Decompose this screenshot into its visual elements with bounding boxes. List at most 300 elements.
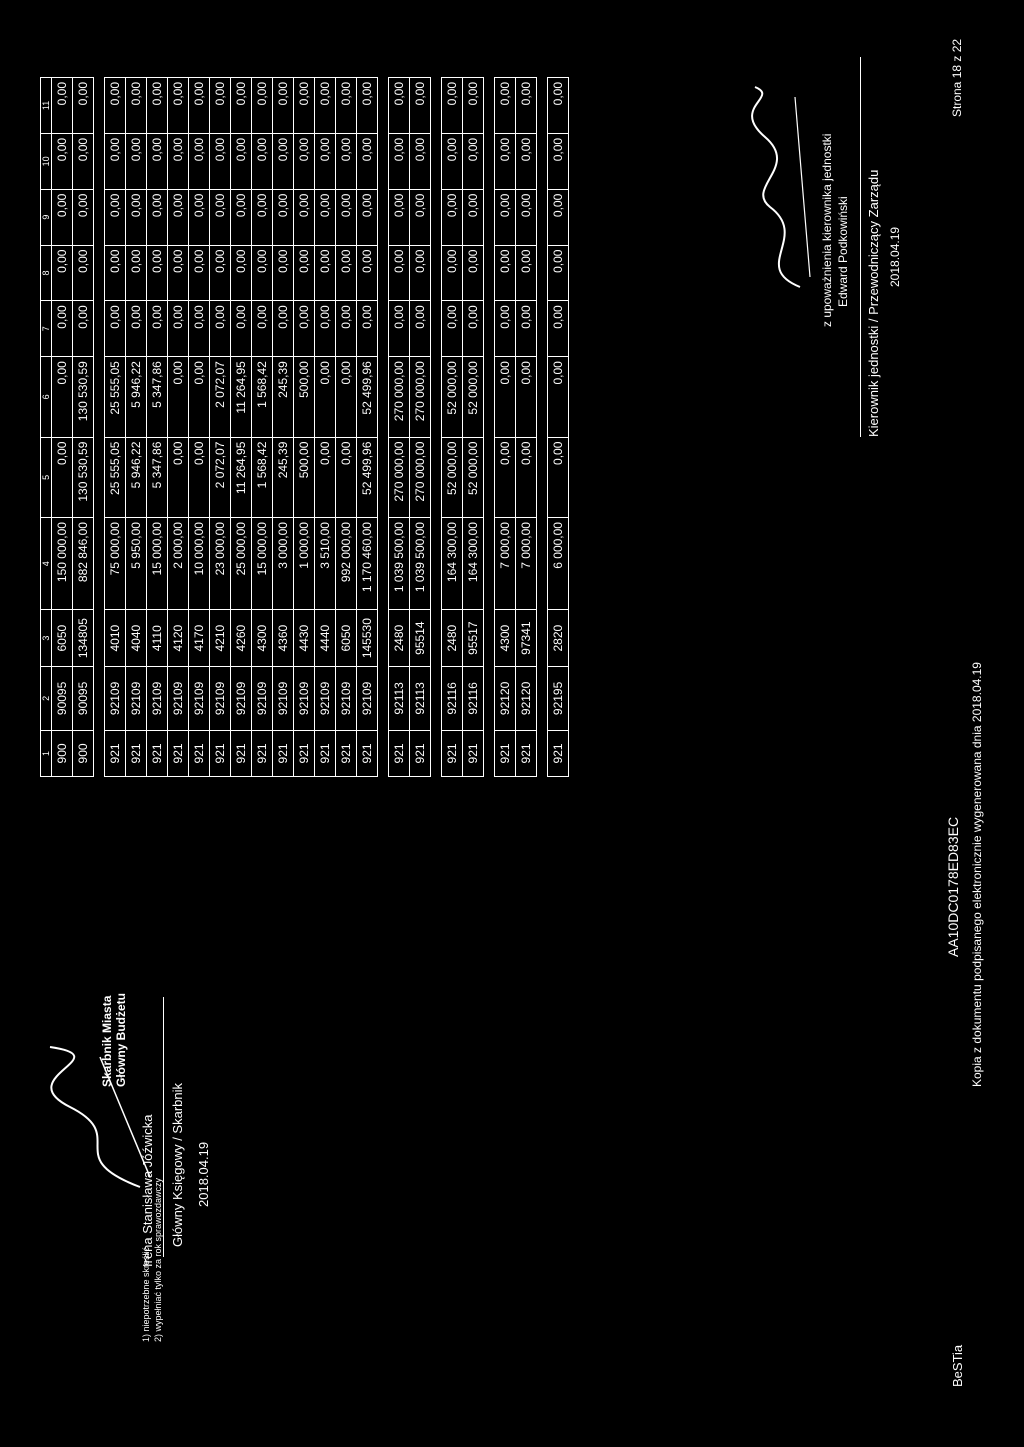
table-cell: 921 bbox=[231, 730, 252, 776]
table-cell: 4210 bbox=[210, 610, 231, 667]
table-cell: 130 530,59 bbox=[73, 357, 94, 437]
table-cell: 6050 bbox=[336, 610, 357, 667]
table-cell: 11 264,95 bbox=[231, 437, 252, 517]
table-cell: 5 347,86 bbox=[147, 357, 168, 437]
table-cell: 3 000,00 bbox=[273, 518, 294, 610]
table-cell: 921 bbox=[189, 730, 210, 776]
table-cell: 4430 bbox=[294, 610, 315, 667]
table-cell: 0,00 bbox=[147, 245, 168, 301]
head-role: Kierownik jednostki / Przewodniczący Zarządu bbox=[866, 169, 881, 437]
table-cell: 0,00 bbox=[516, 437, 537, 517]
table-cell: 0,00 bbox=[105, 133, 126, 189]
table-row bbox=[463, 78, 484, 777]
table-cell: 0,00 bbox=[463, 133, 484, 189]
table-cell: 0,00 bbox=[105, 78, 126, 134]
table-cell: 0,00 bbox=[336, 133, 357, 189]
table-cell: 0,00 bbox=[389, 245, 410, 301]
column-number: 11 bbox=[41, 78, 52, 134]
head-signature-icon bbox=[740, 77, 820, 297]
column-number: 4 bbox=[41, 518, 52, 610]
table-cell: 92109 bbox=[210, 666, 231, 730]
table-cell: 15 000,00 bbox=[147, 518, 168, 610]
table-cell: 92109 bbox=[147, 666, 168, 730]
table-cell: 0,00 bbox=[548, 437, 569, 517]
table-cell: 90095 bbox=[73, 666, 94, 730]
table-row bbox=[495, 78, 516, 777]
column-number: 1 bbox=[41, 730, 52, 776]
table-cell: 0,00 bbox=[336, 189, 357, 245]
table-cell: 0,00 bbox=[273, 189, 294, 245]
table-row bbox=[73, 78, 94, 777]
table-cell: 921 bbox=[495, 730, 516, 776]
gap-cell bbox=[537, 78, 548, 777]
table-cell: 4260 bbox=[231, 610, 252, 667]
table-cell: 1 170 460,00 bbox=[357, 518, 378, 610]
table-cell: 0,00 bbox=[442, 245, 463, 301]
table-cell: 92109 bbox=[189, 666, 210, 730]
table-cell: 23 000,00 bbox=[210, 518, 231, 610]
table-cell: 0,00 bbox=[389, 189, 410, 245]
table-cell: 0,00 bbox=[168, 133, 189, 189]
footnote-1: 1) niepotrzebne skreślić bbox=[141, 1246, 151, 1342]
table-cell: 0,00 bbox=[147, 133, 168, 189]
table-row bbox=[336, 78, 357, 777]
table-cell: 921 bbox=[168, 730, 189, 776]
table-row bbox=[231, 78, 252, 777]
section-gap bbox=[431, 78, 442, 777]
table-cell: 0,00 bbox=[147, 189, 168, 245]
table-cell: 0,00 bbox=[315, 133, 336, 189]
table-cell: 0,00 bbox=[73, 301, 94, 357]
table-row bbox=[315, 78, 336, 777]
table-cell: 0,00 bbox=[189, 245, 210, 301]
table-cell: 921 bbox=[389, 730, 410, 776]
table-cell: 0,00 bbox=[336, 437, 357, 517]
table-cell: 0,00 bbox=[410, 245, 431, 301]
table-cell: 7 000,00 bbox=[495, 518, 516, 610]
table-cell: 921 bbox=[463, 730, 484, 776]
table-cell: 921 bbox=[315, 730, 336, 776]
table-row bbox=[252, 78, 273, 777]
table-cell: 3 510,00 bbox=[315, 518, 336, 610]
table-cell: 25 555,05 bbox=[105, 437, 126, 517]
table-cell: 921 bbox=[252, 730, 273, 776]
table-cell: 0,00 bbox=[189, 437, 210, 517]
table-cell: 0,00 bbox=[189, 189, 210, 245]
gap-cell bbox=[484, 78, 495, 777]
column-number: 5 bbox=[41, 437, 52, 517]
table-cell: 0,00 bbox=[442, 301, 463, 357]
table-cell: 164 300,00 bbox=[463, 518, 484, 610]
table-cell: 0,00 bbox=[410, 133, 431, 189]
table-cell: 0,00 bbox=[105, 301, 126, 357]
table-cell: 0,00 bbox=[52, 133, 73, 189]
section-gap bbox=[537, 78, 548, 777]
table-cell: 921 bbox=[548, 730, 569, 776]
table-cell: 92195 bbox=[548, 666, 569, 730]
table-cell: 0,00 bbox=[389, 301, 410, 357]
table-cell: 92113 bbox=[389, 666, 410, 730]
table-cell: 95517 bbox=[463, 610, 484, 667]
table-cell: 0,00 bbox=[252, 245, 273, 301]
table-cell: 0,00 bbox=[463, 78, 484, 134]
table-cell: 92109 bbox=[126, 666, 147, 730]
table-cell: 0,00 bbox=[52, 78, 73, 134]
column-number: 10 bbox=[41, 133, 52, 189]
table-cell: 0,00 bbox=[210, 133, 231, 189]
gap-cell bbox=[378, 78, 389, 777]
table-cell: 270 000,00 bbox=[410, 357, 431, 437]
table-cell: 4300 bbox=[495, 610, 516, 667]
column-number: 8 bbox=[41, 245, 52, 301]
table-cell: 0,00 bbox=[189, 133, 210, 189]
table-cell: 0,00 bbox=[315, 357, 336, 437]
table-cell: 921 bbox=[273, 730, 294, 776]
table-cell: 882 846,00 bbox=[73, 518, 94, 610]
accountant-date: 2018.04.19 bbox=[196, 1141, 211, 1207]
column-number-row bbox=[41, 78, 52, 777]
table-cell: 0,00 bbox=[336, 301, 357, 357]
table-cell: 0,00 bbox=[336, 357, 357, 437]
table-cell: 6050 bbox=[52, 610, 73, 667]
table-cell: 0,00 bbox=[189, 78, 210, 134]
table-cell: 921 bbox=[410, 730, 431, 776]
column-number: 2 bbox=[41, 666, 52, 730]
table-cell: 0,00 bbox=[73, 133, 94, 189]
table-cell: 0,00 bbox=[252, 133, 273, 189]
table-cell: 0,00 bbox=[315, 78, 336, 134]
head-name: Edward Podkowiński bbox=[836, 196, 850, 307]
table-cell: 0,00 bbox=[252, 301, 273, 357]
table-cell: 4110 bbox=[147, 610, 168, 667]
electronic-copy-note: Kopia z dokumentu podpisanego elektronicznie wygenerowana dnia 2018.04.19 bbox=[970, 662, 984, 1087]
table-cell: 0,00 bbox=[105, 189, 126, 245]
table-cell: 2 072,07 bbox=[210, 357, 231, 437]
column-number: 9 bbox=[41, 189, 52, 245]
table-cell: 0,00 bbox=[516, 301, 537, 357]
table-cell: 0,00 bbox=[52, 357, 73, 437]
table-cell: 0,00 bbox=[73, 245, 94, 301]
table-cell: 1 000,00 bbox=[294, 518, 315, 610]
column-number: 3 bbox=[41, 610, 52, 667]
table-cell: 0,00 bbox=[548, 78, 569, 134]
table-cell: 0,00 bbox=[442, 133, 463, 189]
column-number: 7 bbox=[41, 301, 52, 357]
treasurer-signature-icon bbox=[40, 1037, 160, 1197]
table-cell: 0,00 bbox=[463, 245, 484, 301]
table-cell: 52 000,00 bbox=[463, 437, 484, 517]
table-row bbox=[516, 78, 537, 777]
table-cell: 0,00 bbox=[168, 245, 189, 301]
table-cell: 90095 bbox=[52, 666, 73, 730]
table-cell: 0,00 bbox=[516, 189, 537, 245]
table-cell: 0,00 bbox=[336, 78, 357, 134]
table-cell: 0,00 bbox=[315, 245, 336, 301]
page-number: Strona 18 z 22 bbox=[950, 38, 964, 117]
table-cell: 97341 bbox=[516, 610, 537, 667]
table-cell: 0,00 bbox=[231, 245, 252, 301]
table-cell: 0,00 bbox=[52, 245, 73, 301]
table-cell: 0,00 bbox=[273, 78, 294, 134]
table-cell: 0,00 bbox=[252, 78, 273, 134]
table-cell: 92113 bbox=[410, 666, 431, 730]
table-cell: 52 000,00 bbox=[463, 357, 484, 437]
table-cell: 92120 bbox=[516, 666, 537, 730]
section-gap bbox=[378, 78, 389, 777]
table-cell: 134805 bbox=[73, 610, 94, 667]
table-cell: 145530 bbox=[357, 610, 378, 667]
table-cell: 6 000,00 bbox=[548, 518, 569, 610]
table-cell: 75 000,00 bbox=[105, 518, 126, 610]
table-cell: 0,00 bbox=[168, 189, 189, 245]
table-cell: 1 039 500,00 bbox=[410, 518, 431, 610]
table-cell: 921 bbox=[294, 730, 315, 776]
table-cell: 0,00 bbox=[294, 189, 315, 245]
accountant-name: Irena Stanisława Jóźwicka bbox=[140, 1114, 155, 1267]
footnote-2: 2) wypełniać tylko za rok sprawozdawczy bbox=[153, 1177, 163, 1342]
section-gap bbox=[484, 78, 495, 777]
gap-cell bbox=[431, 78, 442, 777]
table-cell: 4300 bbox=[252, 610, 273, 667]
table-cell: 150 000,00 bbox=[52, 518, 73, 610]
table-cell: 4170 bbox=[189, 610, 210, 667]
table-cell: 52 499,96 bbox=[357, 437, 378, 517]
table-cell: 5 946,22 bbox=[126, 437, 147, 517]
table-cell: 0,00 bbox=[210, 301, 231, 357]
treasurer-stamp-line1: Skarbnik Miasta bbox=[100, 995, 114, 1087]
table-cell: 921 bbox=[210, 730, 231, 776]
table-cell: 1 568,42 bbox=[252, 437, 273, 517]
table-cell: 25 555,05 bbox=[105, 357, 126, 437]
accountant-role: Główny Księgowy / Skarbnik bbox=[170, 1082, 185, 1247]
table-cell: 0,00 bbox=[168, 301, 189, 357]
table-cell: 0,00 bbox=[495, 357, 516, 437]
table-cell: 0,00 bbox=[147, 78, 168, 134]
table-cell: 0,00 bbox=[495, 301, 516, 357]
table-cell: 0,00 bbox=[52, 189, 73, 245]
table-cell: 921 bbox=[336, 730, 357, 776]
section-gap bbox=[94, 78, 105, 777]
table-cell: 0,00 bbox=[516, 78, 537, 134]
table-cell: 0,00 bbox=[315, 189, 336, 245]
table-cell: 52 499,96 bbox=[357, 357, 378, 437]
table-row bbox=[357, 78, 378, 777]
table-cell: 52 000,00 bbox=[442, 357, 463, 437]
table-cell: 270 000,00 bbox=[389, 357, 410, 437]
table-cell: 0,00 bbox=[147, 301, 168, 357]
table-cell: 0,00 bbox=[315, 437, 336, 517]
table-cell: 992 000,00 bbox=[336, 518, 357, 610]
table-cell: 921 bbox=[516, 730, 537, 776]
table-cell: 0,00 bbox=[357, 133, 378, 189]
table-cell: 0,00 bbox=[442, 189, 463, 245]
table-cell: 0,00 bbox=[495, 189, 516, 245]
table-cell: 92109 bbox=[168, 666, 189, 730]
table-cell: 10 000,00 bbox=[189, 518, 210, 610]
table-cell: 130 530,59 bbox=[73, 437, 94, 517]
table-cell: 270 000,00 bbox=[410, 437, 431, 517]
software-name: BeSTia bbox=[950, 1344, 965, 1387]
table-row bbox=[389, 78, 410, 777]
table-cell: 92109 bbox=[273, 666, 294, 730]
table-cell: 0,00 bbox=[231, 301, 252, 357]
table-cell: 4040 bbox=[126, 610, 147, 667]
table-cell: 25 000,00 bbox=[231, 518, 252, 610]
table-row bbox=[210, 78, 231, 777]
table-cell: 0,00 bbox=[495, 78, 516, 134]
table-cell: 0,00 bbox=[548, 189, 569, 245]
table-cell: 2820 bbox=[548, 610, 569, 667]
table-cell: 0,00 bbox=[168, 437, 189, 517]
table-cell: 0,00 bbox=[210, 245, 231, 301]
table-row bbox=[168, 78, 189, 777]
treasurer-stamp-line2: Główny Budżetu bbox=[114, 993, 128, 1087]
table-cell: 92109 bbox=[294, 666, 315, 730]
table-cell: 11 264,95 bbox=[231, 357, 252, 437]
table-cell: 0,00 bbox=[73, 189, 94, 245]
budget-table bbox=[40, 77, 569, 777]
table-cell: 92109 bbox=[252, 666, 273, 730]
table-cell: 0,00 bbox=[105, 245, 126, 301]
authorization-text: z upoważnienia kierownika jednostki bbox=[820, 133, 834, 327]
table-row bbox=[52, 78, 73, 777]
head-date: 2018.04.19 bbox=[888, 226, 902, 287]
table-cell: 900 bbox=[52, 730, 73, 776]
table-cell: 921 bbox=[442, 730, 463, 776]
table-cell: 0,00 bbox=[252, 189, 273, 245]
table-cell: 0,00 bbox=[410, 78, 431, 134]
table-cell: 2480 bbox=[442, 610, 463, 667]
table-cell: 92109 bbox=[315, 666, 336, 730]
table-cell: 921 bbox=[357, 730, 378, 776]
table-cell: 0,00 bbox=[126, 78, 147, 134]
table-cell: 0,00 bbox=[516, 357, 537, 437]
table-cell: 4010 bbox=[105, 610, 126, 667]
table-cell: 0,00 bbox=[315, 301, 336, 357]
table-cell: 5 347,86 bbox=[147, 437, 168, 517]
table-cell: 15 000,00 bbox=[252, 518, 273, 610]
table-cell: 0,00 bbox=[516, 133, 537, 189]
table-cell: 164 300,00 bbox=[442, 518, 463, 610]
table-cell: 0,00 bbox=[126, 301, 147, 357]
table-cell: 0,00 bbox=[442, 78, 463, 134]
table-cell: 92116 bbox=[442, 666, 463, 730]
table-cell: 0,00 bbox=[52, 301, 73, 357]
table-cell: 0,00 bbox=[189, 357, 210, 437]
table-cell: 245,39 bbox=[273, 437, 294, 517]
table-row bbox=[147, 78, 168, 777]
table-cell: 92109 bbox=[336, 666, 357, 730]
table-cell: 0,00 bbox=[548, 245, 569, 301]
table-cell: 0,00 bbox=[548, 133, 569, 189]
table-cell: 0,00 bbox=[463, 189, 484, 245]
table-cell: 2 000,00 bbox=[168, 518, 189, 610]
table-row bbox=[294, 78, 315, 777]
table-cell: 0,00 bbox=[210, 189, 231, 245]
table-cell: 5 946,22 bbox=[126, 357, 147, 437]
table-cell: 0,00 bbox=[357, 301, 378, 357]
table-cell: 0,00 bbox=[294, 245, 315, 301]
table-cell: 92116 bbox=[463, 666, 484, 730]
table-cell: 0,00 bbox=[210, 78, 231, 134]
table-cell: 92109 bbox=[357, 666, 378, 730]
table-cell: 0,00 bbox=[189, 301, 210, 357]
table-cell: 4360 bbox=[273, 610, 294, 667]
table-cell: 0,00 bbox=[389, 78, 410, 134]
column-number: 6 bbox=[41, 357, 52, 437]
table-cell: 0,00 bbox=[273, 133, 294, 189]
table-cell: 1 568,42 bbox=[252, 357, 273, 437]
table-cell: 0,00 bbox=[548, 301, 569, 357]
table-cell: 921 bbox=[126, 730, 147, 776]
table-cell: 245,39 bbox=[273, 357, 294, 437]
table-cell: 0,00 bbox=[168, 78, 189, 134]
table-cell: 0,00 bbox=[516, 245, 537, 301]
table-cell: 0,00 bbox=[357, 78, 378, 134]
table-cell: 7 000,00 bbox=[516, 518, 537, 610]
table-cell: 2480 bbox=[389, 610, 410, 667]
table-cell: 4120 bbox=[168, 610, 189, 667]
table-cell: 0,00 bbox=[410, 301, 431, 357]
table-cell: 270 000,00 bbox=[389, 437, 410, 517]
table-cell: 500,00 bbox=[294, 437, 315, 517]
table-cell: 92109 bbox=[105, 666, 126, 730]
gap-cell bbox=[94, 78, 105, 777]
table-cell: 0,00 bbox=[273, 245, 294, 301]
table-row bbox=[105, 78, 126, 777]
table-cell: 0,00 bbox=[168, 357, 189, 437]
table-row bbox=[410, 78, 431, 777]
table-cell: 95514 bbox=[410, 610, 431, 667]
table-cell: 2 072,07 bbox=[210, 437, 231, 517]
table-cell: 0,00 bbox=[495, 245, 516, 301]
table-row bbox=[442, 78, 463, 777]
table-cell: 0,00 bbox=[495, 437, 516, 517]
table-cell: 0,00 bbox=[495, 133, 516, 189]
table-cell: 52 000,00 bbox=[442, 437, 463, 517]
table-cell: 1 039 500,00 bbox=[389, 518, 410, 610]
table-cell: 900 bbox=[73, 730, 94, 776]
table-cell: 0,00 bbox=[389, 133, 410, 189]
table-cell: 0,00 bbox=[231, 133, 252, 189]
head-signature-line bbox=[860, 57, 861, 437]
table-cell: 0,00 bbox=[336, 245, 357, 301]
table-row bbox=[126, 78, 147, 777]
table-cell: 0,00 bbox=[463, 301, 484, 357]
document-id: AA10DC0178ED83EC bbox=[945, 816, 961, 957]
table-cell: 0,00 bbox=[410, 189, 431, 245]
table-cell: 0,00 bbox=[273, 301, 294, 357]
table-cell: 0,00 bbox=[357, 245, 378, 301]
accountant-signature-line bbox=[163, 997, 164, 1257]
table-cell: 0,00 bbox=[126, 133, 147, 189]
table-cell: 0,00 bbox=[548, 357, 569, 437]
table-cell: 5 950,00 bbox=[126, 518, 147, 610]
table-cell: 0,00 bbox=[294, 133, 315, 189]
table-cell: 0,00 bbox=[357, 189, 378, 245]
table-cell: 0,00 bbox=[231, 78, 252, 134]
table-cell: 92120 bbox=[495, 666, 516, 730]
table-cell: 500,00 bbox=[294, 357, 315, 437]
table-cell: 0,00 bbox=[126, 245, 147, 301]
table-row bbox=[273, 78, 294, 777]
table-cell: 0,00 bbox=[73, 78, 94, 134]
table-cell: 0,00 bbox=[52, 437, 73, 517]
table-row bbox=[189, 78, 210, 777]
table-cell: 0,00 bbox=[294, 78, 315, 134]
table-cell: 921 bbox=[105, 730, 126, 776]
table-cell: 92109 bbox=[231, 666, 252, 730]
